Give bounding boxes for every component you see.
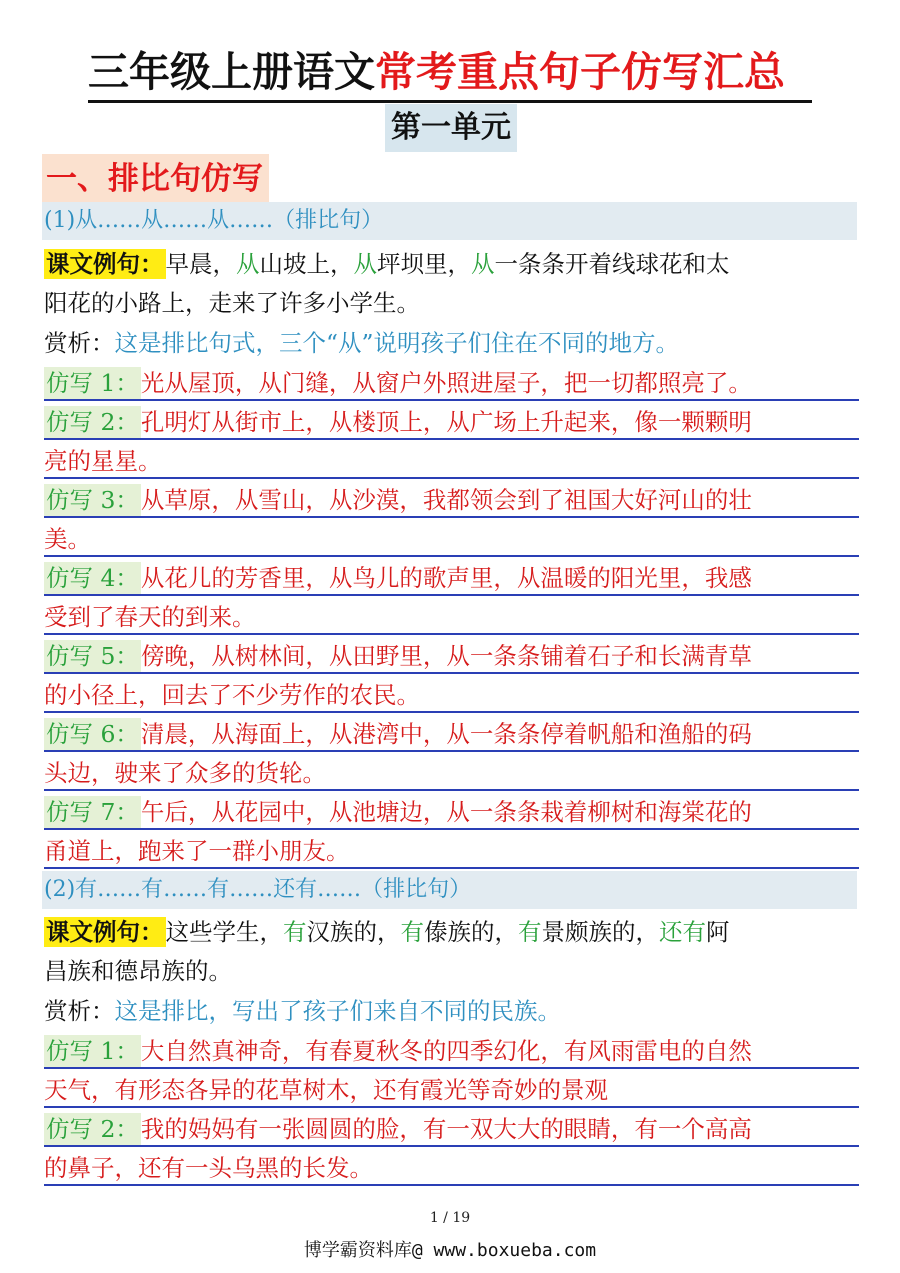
example-label: 课文例句： xyxy=(46,918,164,946)
imitation-4-line2: 受到了春天的到来。 xyxy=(44,603,256,631)
underline xyxy=(44,867,859,869)
example-sentence-1: 课文例句：早晨，从山坡上，从坪坝里，从一条条开着线球花和太 xyxy=(46,250,730,278)
pattern-heading-2: (2)有……有……有……还有……（排比句） xyxy=(42,871,857,909)
imitation-3: 仿写 3：从草原，从雪山，从沙漠，我都领会到了祖国大好河山的壮 xyxy=(46,486,752,514)
analysis-label: 赏析： xyxy=(44,997,115,1025)
imitation-7: 仿写 7：午后，从花园中，从池塘边，从一条条栽着柳树和海棠花的 xyxy=(46,798,752,826)
imitation-label: 仿写 2： xyxy=(46,1115,139,1143)
underline xyxy=(44,1067,859,1069)
imitation-5-line2: 的小径上，回去了不少劳作的农民。 xyxy=(44,681,420,709)
title-red-part: 常考重点句子仿写汇总 xyxy=(375,48,785,96)
imitation-label: 仿写 5： xyxy=(46,642,139,670)
underline xyxy=(44,711,859,713)
underline xyxy=(44,477,859,479)
imitation-label: 仿写 7： xyxy=(46,798,139,826)
underline xyxy=(44,438,859,440)
underline xyxy=(44,555,859,557)
underline xyxy=(44,633,859,635)
imitation-6: 仿写 6：清晨，从海面上，从港湾中，从一条条停着帆船和渔船的码 xyxy=(46,720,752,748)
underline xyxy=(44,399,859,401)
imitation-3-line2: 美。 xyxy=(44,525,91,553)
title-black-part: 三年级上册语文 xyxy=(88,48,375,96)
imitation-p2-1-line2: 天气，有形态各异的花草树木，还有霞光等奇妙的景观 xyxy=(44,1076,608,1104)
imitation-2-line2: 亮的星星。 xyxy=(44,447,162,475)
imitation-7-line2: 甬道上，跑来了一群小朋友。 xyxy=(44,837,350,865)
imitation-label: 仿写 4： xyxy=(46,564,139,592)
pattern-heading-1: (1)从……从……从……（排比句） xyxy=(42,202,857,240)
imitation-p2-1: 仿写 1：大自然真神奇，有春夏秋冬的四季幻化，有风雨雷电的自然 xyxy=(46,1037,752,1065)
underline xyxy=(44,789,859,791)
imitation-p2-2-line2: 的鼻子，还有一头乌黑的长发。 xyxy=(44,1154,373,1182)
imitation-p2-2: 仿写 2：我的妈妈有一张圆圆的脸，有一双大大的眼睛，有一个高高 xyxy=(46,1115,752,1143)
example-sentence-2: 课文例句：这些学生，有汉族的，有傣族的，有景颇族的，还有阿 xyxy=(46,918,730,946)
section-heading: 一、排比句仿写 xyxy=(42,154,269,204)
unit-heading: 第一单元 xyxy=(385,104,517,152)
example-sentence-2-line2: 昌族和德昂族的。 xyxy=(44,957,232,985)
imitation-1: 仿写 1：光从屋顶，从门缝，从窗户外照进屋子，把一切都照亮了。 xyxy=(46,369,752,397)
imitation-2: 仿写 2：孔明灯从街市上，从楼顶上，从广场上升起来，像一颗颗明 xyxy=(46,408,752,436)
underline xyxy=(44,1106,859,1108)
analysis-1 xyxy=(44,324,859,363)
page-number: 1 / 19 xyxy=(429,1210,471,1226)
imitation-label: 仿写 2： xyxy=(46,408,139,436)
underline xyxy=(44,750,859,752)
underline xyxy=(44,516,859,518)
page-title xyxy=(88,44,812,103)
imitation-label: 仿写 3： xyxy=(46,486,139,514)
underline xyxy=(44,1145,859,1147)
analysis-text: 这是排比句式，三个“从”说明孩子们住在不同的地方。 xyxy=(114,329,680,357)
imitation-label: 仿写 6： xyxy=(46,720,139,748)
analysis-label: 赏析： xyxy=(44,329,115,357)
footer-watermark: 博学霸资料库@ www.boxueba.com xyxy=(303,1240,597,1261)
analysis-2 xyxy=(44,992,859,1031)
example-sentence-1-line2: 阳花的小路上，走来了许多小学生。 xyxy=(44,289,420,317)
example-label: 课文例句： xyxy=(46,250,164,278)
imitation-5: 仿写 5：傍晚，从树林间，从田野里，从一条条铺着石子和长满青草 xyxy=(46,642,752,670)
underline xyxy=(44,828,859,830)
underline xyxy=(44,1184,859,1186)
underline xyxy=(44,672,859,674)
underline xyxy=(44,594,859,596)
imitation-label: 仿写 1： xyxy=(46,369,139,397)
imitation-4: 仿写 4：从花儿的芳香里，从鸟儿的歌声里，从温暖的阳光里，我感 xyxy=(46,564,752,592)
imitation-6-line2: 头边，驶来了众多的货轮。 xyxy=(44,759,326,787)
analysis-text: 这是排比，写出了孩子们来自不同的民族。 xyxy=(114,997,561,1025)
imitation-label: 仿写 1： xyxy=(46,1037,139,1065)
